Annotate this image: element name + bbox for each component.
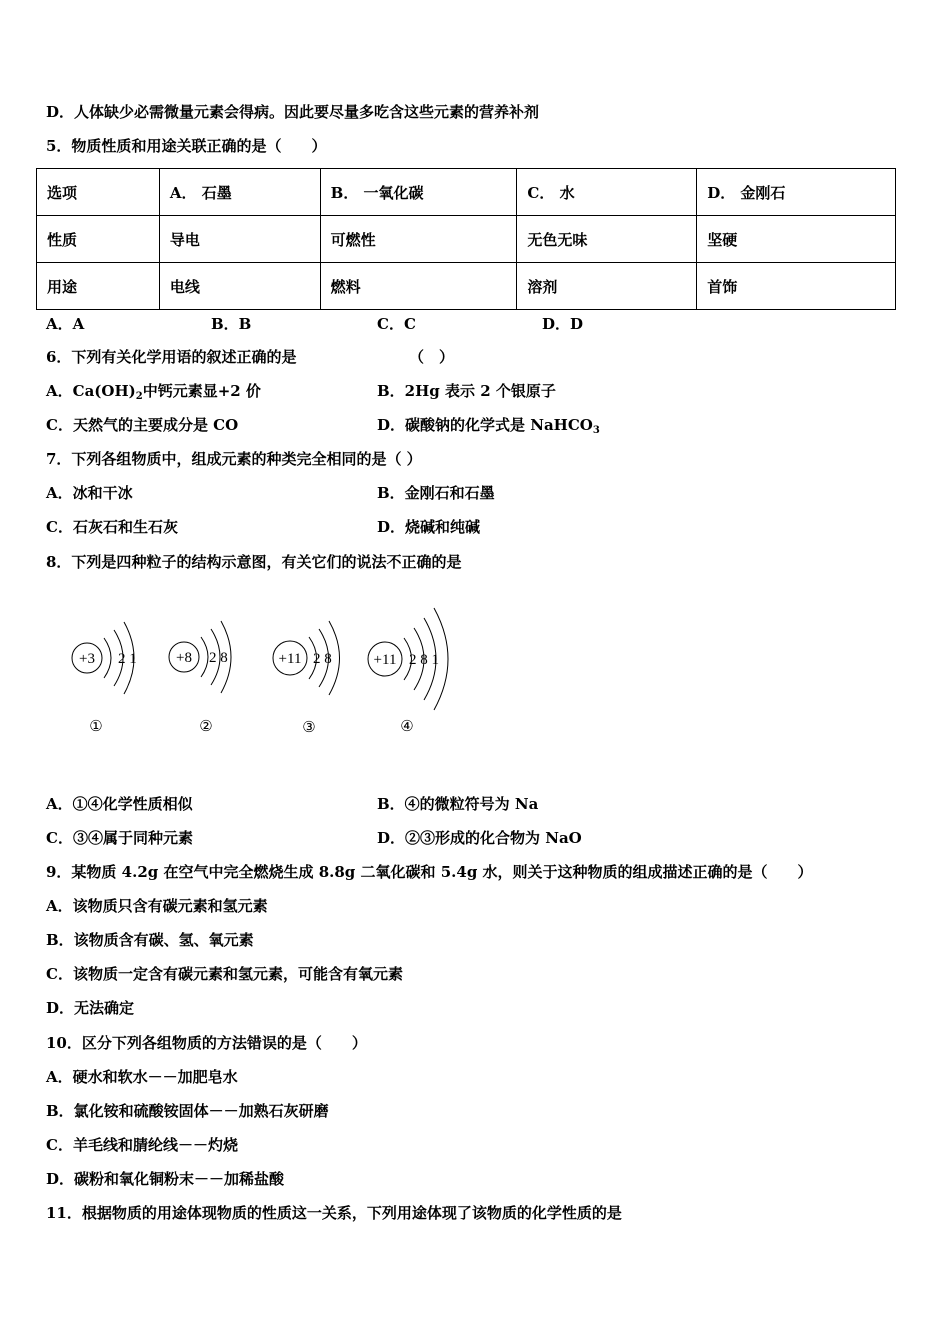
atomic-structure-diagrams	[60, 600, 480, 750]
table-cell: 溶剂	[517, 263, 697, 310]
q8-option-c: C．③④属于同种元素	[46, 829, 193, 847]
q10-option-b: B．氯化铵和硫酸铵固体－－加熟石灰研磨	[46, 1102, 329, 1120]
q8-option-d: D．②③形成的化合物为 NaO	[377, 829, 582, 847]
table-row	[37, 169, 896, 216]
table-cell: 电线	[159, 263, 320, 310]
q6-option-a	[46, 381, 261, 407]
q5-option-d: D．D	[542, 315, 584, 333]
q10-option-c: C．羊毛线和腈纶线－－灼烧	[46, 1136, 238, 1154]
particle-3-label: ③	[302, 720, 316, 736]
table-cell: 首饰	[697, 263, 896, 310]
q8-option-a: A．①④化学性质相似	[46, 795, 193, 813]
q10-stem: 10．区分下列各组物质的方法错误的是（ ）	[46, 1034, 367, 1052]
table-row	[37, 216, 896, 263]
table-cell: B． 一氧化碳	[320, 169, 517, 216]
particle-4-label: ④	[400, 719, 414, 735]
particle-1-shells: 2 1	[118, 651, 137, 667]
particle-2-label: ②	[199, 719, 213, 735]
table-cell: 燃料	[320, 263, 517, 310]
table-cell: C． 水	[517, 169, 697, 216]
q6-d-text: D．碳酸钠的化学式是 NaHCO	[377, 416, 593, 434]
q4-option-d: D．人体缺少必需微量元素会得病。因此要尽量多吃含这些元素的营养补剂	[46, 103, 540, 121]
q6-option-d	[377, 415, 600, 441]
q11-stem: 11．根据物质的用途体现物质的性质这一关系，下列用途体现了该物质的化学性质的是	[46, 1204, 622, 1222]
q9-stem: 9．某物质 4.2g 在空气中完全燃烧生成 8.8g 二氧化碳和 5.4g 水，则关于这种物质的组成描述正确的是（ ）	[46, 863, 813, 881]
table-cell: 无色无味	[517, 216, 697, 263]
q10-option-d: D．碳粉和氧化铜粉末－－加稀盐酸	[46, 1170, 285, 1188]
table-cell: 性质	[37, 216, 160, 263]
table-cell: 坚硬	[697, 216, 896, 263]
q7-option-a: A．冰和干冰	[46, 484, 133, 502]
q6-a-text: A．Ca(OH)	[46, 382, 136, 400]
q6-a-text-end: 中钙元素显+2 价	[142, 382, 261, 400]
q9-option-a: A．该物质只含有碳元素和氢元素	[46, 897, 268, 915]
particle-4-shells: 2 8 1	[409, 652, 439, 668]
q6-option-c: C．天然气的主要成分是 CO	[46, 416, 239, 434]
table-cell: 用途	[37, 263, 160, 310]
q9-option-b: B．该物质含有碳、氢、氧元素	[46, 931, 254, 949]
q6-a-subscript: 2	[135, 391, 143, 402]
particle-2-shells: 2 8	[209, 650, 228, 666]
table-row	[37, 263, 896, 310]
particle-1-nucleus: +3	[79, 651, 95, 667]
q8-stem: 8．下列是四种粒子的结构示意图，有关它们的说法不正确的是	[46, 553, 462, 571]
q5-option-c: C．C	[377, 315, 416, 333]
particle-3-diagram	[273, 621, 340, 736]
q7-option-b: B．金刚石和石墨	[377, 484, 495, 502]
q5-option-a: A．A	[46, 315, 85, 333]
q10-option-a: A．硬水和软水－－加肥皂水	[46, 1068, 238, 1086]
table-cell: D． 金刚石	[697, 169, 896, 216]
q6-d-subscript: 3	[592, 425, 600, 436]
q7-option-c: C．石灰石和生石灰	[46, 518, 178, 536]
q5-option-b: B．B	[211, 315, 252, 333]
particle-2-nucleus: +8	[176, 650, 192, 666]
q7-option-d: D．烧碱和纯碱	[377, 518, 481, 536]
q9-option-c: C．该物质一定含有碳元素和氢元素，可能含有氧元素	[46, 965, 403, 983]
table-cell: A． 石墨	[159, 169, 320, 216]
particle-1-label: ①	[89, 719, 103, 735]
q6-stem: 6．下列有关化学用语的叙述正确的是 （ ）	[46, 348, 454, 366]
particle-3-nucleus: +11	[278, 651, 302, 667]
q8-option-b: B．④的微粒符号为 Na	[377, 795, 539, 813]
particle-4-diagram	[368, 608, 448, 735]
q9-option-d: D．无法确定	[46, 999, 135, 1017]
q5-table	[36, 168, 896, 310]
q5-stem: 5．物质性质和用途关联正确的是（ ）	[46, 137, 327, 155]
q6-option-b: B．2Hg 表示 2 个银原子	[377, 382, 556, 400]
particle-1-diagram	[72, 622, 137, 735]
particle-4-nucleus: +11	[373, 652, 397, 668]
particle-3-shells: 2 8	[313, 651, 332, 667]
table-cell: 选项	[37, 169, 160, 216]
table-cell: 导电	[159, 216, 320, 263]
q7-stem: 7．下列各组物质中，组成元素的种类完全相同的是（ ）	[46, 450, 422, 468]
table-cell: 可燃性	[320, 216, 517, 263]
particle-2-diagram	[169, 621, 231, 735]
